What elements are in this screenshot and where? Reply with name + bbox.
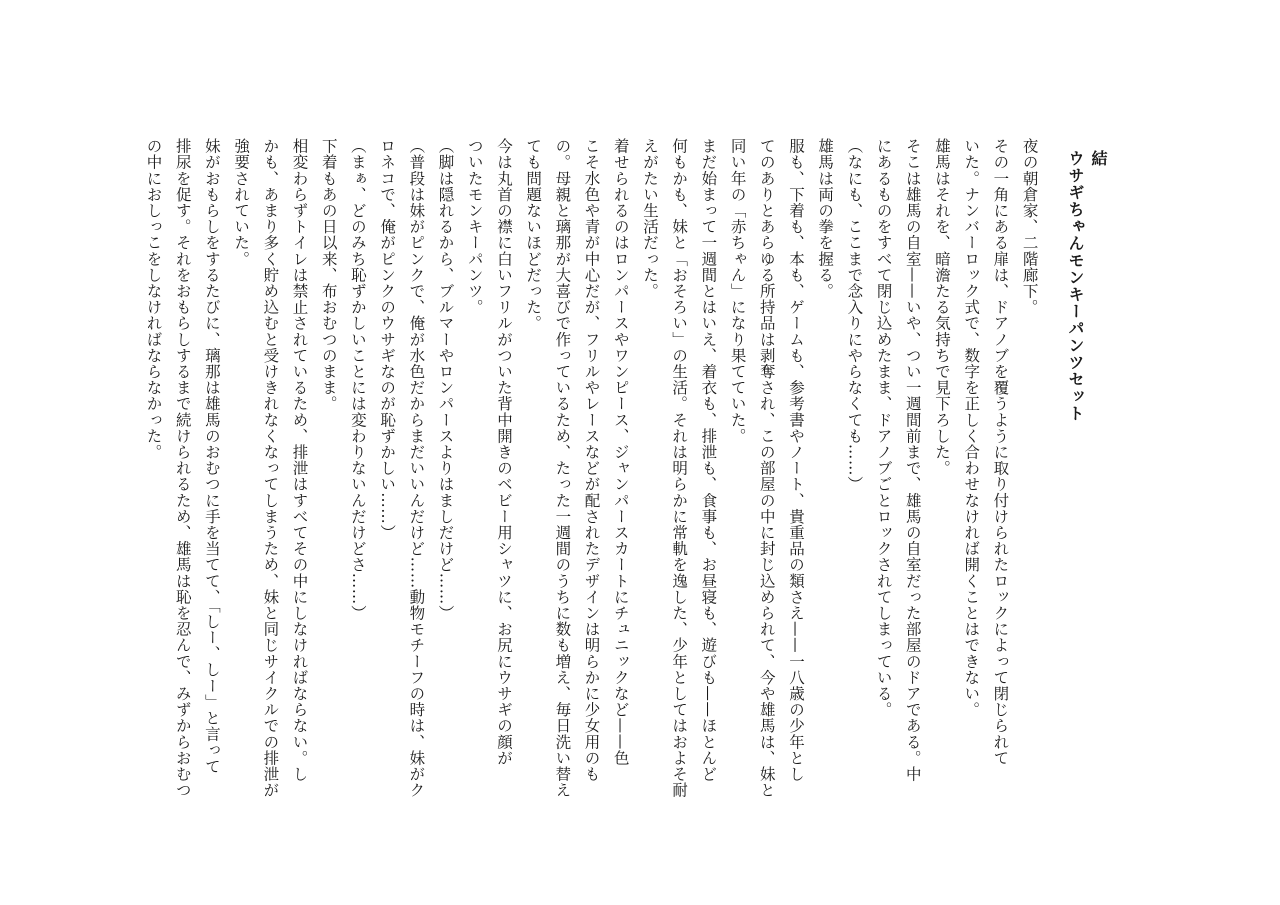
text-line: （なにも、ここまで念入りにやらなくても……） <box>845 138 864 493</box>
heading-column-gap <box>1044 138 1073 838</box>
text-line: ロネコで、俺がピンクのウサギなのが恥ずかしい……） <box>378 138 397 541</box>
chapter-number: 結 <box>1089 150 1108 167</box>
text-line: その一角にある扉は、ドアノブを覆うように取り付けられたロックによって閉じられて <box>991 138 1010 766</box>
text-line: 着せられるのはロンパースやワンピース、ジャンパースカートにチュニックなど——色 <box>611 138 630 766</box>
text-line: こそ水色や青が中心だが、フリルやレースなどが配されたデザインは明らかに少女用のも <box>582 138 601 782</box>
text-line: 相変わらずトイレは禁止されているため、排泄はすべてその中にしなければならない。し <box>290 138 309 782</box>
heading-column-gap <box>1073 138 1102 838</box>
text-line: 排尿を促す。それをおもらしするまで続けられるため、雄馬は恥を忍んで、みずからおむつ <box>173 138 192 799</box>
text-line: てのありとあらゆる所持品は剥奪され、この部屋の中に封じ込められて、今や雄馬は、妹と <box>757 138 776 799</box>
text-line: 下着もあの日以来、布おむつのまま。 <box>319 138 338 412</box>
body-text <box>138 138 1102 838</box>
text-line: 強要されていた。 <box>232 138 251 267</box>
text-line: の中におしっこをしなければならなかった。 <box>144 138 163 460</box>
text-line: 雄馬は両の拳を握る。 <box>816 138 835 299</box>
text-line: にあるものをすべて閉じ込めたまま、ドアノブごとロックされてしまっている。 <box>874 138 893 718</box>
text-line: （普段は妹がピンクで、俺が水色だからまだいいんだけど……動物モチーフの時は、妹がク <box>407 138 426 799</box>
text-line: 服も、下着も、本も、ゲームも、参考書やノート、貴重品の類さえ——一八歳の少年とし <box>786 138 805 782</box>
text-line: そこは雄馬の自室——いや、つい一週間前まで、雄馬の自室だった部屋のドアである。中 <box>903 138 922 782</box>
text-line: 同い年の「赤ちゃん」になり果てていた。 <box>728 138 747 444</box>
text-line: 雄馬はそれを、暗澹たる気持ちで見下ろした。 <box>932 138 951 477</box>
text-line: いた。ナンバーロック式で、数字を正しく合わせなければ開くことはできない。 <box>962 138 981 718</box>
text-line: 夜の朝倉家、二階廊下。 <box>1020 138 1039 316</box>
text-line: 何もかも、妹と「おそろい」の生活。それは明らかに常軌を逸した、少年としてはおよそ耐 <box>670 138 689 799</box>
text-line: （脚は隠れるから、ブルマーやロンパースよりはましだけど……） <box>436 138 455 621</box>
chapter-title: ウサギちゃんモンキーパンツセット <box>1066 150 1085 422</box>
text-line: （まぁ、どのみち恥ずかしいことには変わりないんだけどさ……） <box>348 138 367 621</box>
text-line: ても問題ないほどだった。 <box>524 138 543 332</box>
text-line: 今は丸首の襟に白いフリルがついた背中開きのベビー用シャツに、お尻にウサギの顔が <box>494 138 513 766</box>
text-line: の。母親と璃那が大喜びで作っているため、たった一週間のうちに数も増え、毎日洗い替え <box>553 138 572 799</box>
text-line: ついたモンキーパンツ。 <box>465 138 484 316</box>
text-line: まだ始まって一週間とはいえ、着衣も、排泄も、食事も、お昼寝も、遊びも——ほとんど <box>699 138 718 782</box>
text-line: 妹がおもらしをするたびに、璃那は雄馬のおむつに手を当てて、「しー、しー」と言って <box>202 138 221 775</box>
text-line: かも、あまり多く貯め込むと受けきれなくなってしまうため、妹と同じサイクルでの排泄が <box>261 138 280 799</box>
text-line: えがたい生活だった。 <box>640 138 659 299</box>
